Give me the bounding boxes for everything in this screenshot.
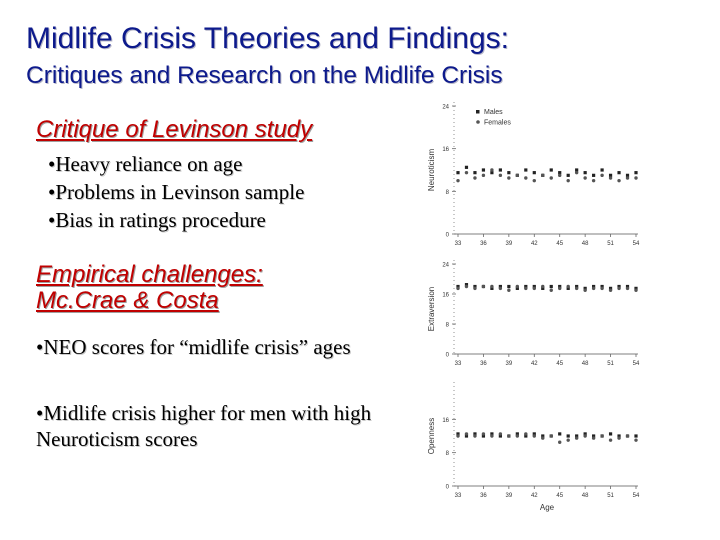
x-tick-label: 39 <box>505 241 513 247</box>
data-point-females <box>634 438 637 441</box>
x-tick-label: 42 <box>530 361 538 367</box>
levinson-critique-list <box>48 150 304 234</box>
data-point-females <box>634 289 637 292</box>
data-point-females <box>550 289 553 292</box>
x-tick-label: 42 <box>530 241 538 247</box>
x-tick-label: 54 <box>632 361 640 367</box>
slide-title: Midlife Crisis Theories and Findings: <box>26 22 509 55</box>
data-point-females <box>490 168 493 171</box>
data-point-males <box>584 171 587 174</box>
y-tick-label: 16 <box>442 147 449 154</box>
data-point-females <box>592 179 595 182</box>
data-point-females <box>507 289 510 292</box>
x-tick-label: 54 <box>632 493 640 499</box>
data-point-females <box>456 434 459 437</box>
data-point-males <box>592 174 595 177</box>
data-point-females <box>566 285 569 288</box>
y-tick-label: 0 <box>445 232 449 239</box>
x-tick-label: 48 <box>581 241 589 247</box>
data-point-females <box>533 179 536 182</box>
data-point-females <box>482 174 485 177</box>
data-point-females <box>626 434 629 437</box>
data-point-females <box>566 179 569 182</box>
data-point-females <box>490 285 493 288</box>
legend-label-females: Females <box>484 119 511 127</box>
data-point-females <box>609 176 612 179</box>
data-point-females <box>617 287 620 290</box>
data-point-females <box>583 434 586 437</box>
data-point-males <box>465 166 468 169</box>
data-point-females <box>600 174 603 177</box>
data-point-females <box>473 434 476 437</box>
data-point-females <box>600 287 603 290</box>
data-point-males <box>499 168 502 171</box>
data-point-females <box>609 289 612 292</box>
data-point-females <box>541 174 544 177</box>
data-point-females <box>456 287 459 290</box>
y-tick-label: 0 <box>445 352 449 359</box>
legend-label-males: Males <box>484 109 503 116</box>
data-point-males <box>482 168 485 171</box>
data-point-males <box>609 432 612 435</box>
x-tick-label: 48 <box>581 493 589 499</box>
data-point-females <box>482 285 485 288</box>
data-point-females <box>507 434 510 437</box>
data-point-males <box>567 174 570 177</box>
x-tick-label: 36 <box>480 361 487 367</box>
data-point-females <box>524 287 527 290</box>
data-point-males <box>550 168 553 171</box>
x-tick-label: 33 <box>454 361 462 367</box>
data-point-females <box>617 179 620 182</box>
y-tick-label: 16 <box>442 417 449 424</box>
data-point-females <box>583 289 586 292</box>
y-tick-label: 0 <box>445 484 449 491</box>
data-point-females <box>516 285 519 288</box>
data-point-males <box>507 285 510 288</box>
y-axis-label: Extraversion <box>427 286 436 332</box>
data-point-females <box>482 432 485 435</box>
heading-line: Mc.Crae & Costa <box>36 287 219 315</box>
data-point-females <box>558 441 561 444</box>
x-tick-label: 45 <box>556 493 564 499</box>
data-point-females <box>634 176 637 179</box>
bullet-glyph: • <box>36 401 44 425</box>
data-point-males <box>567 434 570 437</box>
data-point-females <box>499 287 502 290</box>
data-point-females <box>524 176 527 179</box>
bullet-glyph: • <box>48 208 56 232</box>
bullet-glyph: • <box>48 152 56 176</box>
data-point-females <box>592 287 595 290</box>
neo-scores-by-age-figure <box>418 96 648 516</box>
data-point-females <box>541 285 544 288</box>
list-item <box>48 206 304 234</box>
legend-marker-females <box>476 120 480 124</box>
data-point-females <box>558 287 561 290</box>
point-text: NEO scores for “midlife crisis” ages <box>43 335 351 359</box>
data-point-females <box>575 171 578 174</box>
data-point-females <box>575 287 578 290</box>
x-tick-label: 36 <box>480 241 487 247</box>
data-point-females <box>516 434 519 437</box>
data-point-males <box>634 434 637 437</box>
x-tick-label: 45 <box>556 361 564 367</box>
data-point-males <box>507 171 510 174</box>
x-tick-label: 39 <box>505 361 513 367</box>
data-point-females <box>533 434 536 437</box>
bullet-glyph: • <box>36 335 44 359</box>
x-tick-label: 33 <box>454 241 462 247</box>
data-point-females <box>626 176 629 179</box>
data-point-males <box>617 171 620 174</box>
heading-line: Empirical challenges: <box>36 261 263 288</box>
data-point-females <box>566 438 569 441</box>
data-point-females <box>473 287 476 290</box>
y-tick-label: 8 <box>445 189 449 196</box>
data-point-females <box>499 174 502 177</box>
list-item-text: Problems in Levinson sample <box>55 180 305 204</box>
slide-subtitle: Critiques and Research on the Midlife Crisis <box>26 62 503 89</box>
data-point-females <box>473 176 476 179</box>
y-tick-label: 24 <box>442 262 449 269</box>
y-axis-label: Openness <box>427 417 436 455</box>
data-point-females <box>592 436 595 439</box>
data-point-females <box>490 434 493 437</box>
x-tick-label: 45 <box>556 241 564 247</box>
x-tick-label: 51 <box>607 493 614 499</box>
legend-marker-males <box>476 110 480 114</box>
data-point-males <box>558 432 561 435</box>
x-tick-label: 51 <box>607 241 614 247</box>
data-point-males <box>473 171 476 174</box>
data-point-males <box>456 171 459 174</box>
data-point-males <box>533 171 536 174</box>
x-tick-label: 42 <box>530 493 538 499</box>
midlife-crisis-men-point <box>36 400 396 452</box>
data-point-females <box>465 171 468 174</box>
x-axis-label: Age <box>539 503 555 512</box>
data-point-males <box>634 171 637 174</box>
data-point-females <box>626 287 629 290</box>
data-point-females <box>600 434 603 437</box>
data-point-females <box>575 436 578 439</box>
x-tick-label: 39 <box>505 493 513 499</box>
list-item-text: Heavy reliance on age <box>55 152 243 176</box>
bullet-glyph: • <box>48 180 56 204</box>
data-point-females <box>499 432 502 435</box>
x-tick-label: 51 <box>607 361 614 367</box>
list-item <box>48 150 304 178</box>
data-point-females <box>465 285 468 288</box>
data-point-females <box>456 179 459 182</box>
data-point-females <box>465 432 468 435</box>
data-point-females <box>507 176 510 179</box>
data-point-females <box>533 287 536 290</box>
data-point-females <box>541 436 544 439</box>
section-heading-levinson-critique: Critique of Levinson study <box>36 116 313 143</box>
data-point-females <box>558 174 561 177</box>
list-item <box>48 178 304 206</box>
y-axis-label: Neuroticism <box>427 148 436 192</box>
data-point-males <box>600 168 603 171</box>
x-tick-label: 36 <box>480 493 487 499</box>
data-point-females <box>524 432 527 435</box>
y-tick-label: 8 <box>445 451 449 458</box>
y-tick-label: 16 <box>442 292 449 299</box>
data-point-females <box>516 174 519 177</box>
list-item-text: Bias in ratings procedure <box>55 208 266 232</box>
neo-scores-point <box>36 334 396 360</box>
data-point-females <box>609 438 612 441</box>
x-tick-label: 48 <box>581 361 589 367</box>
data-point-males <box>524 168 527 171</box>
data-point-females <box>550 176 553 179</box>
data-point-females <box>617 436 620 439</box>
section-heading-empirical-challenges <box>36 262 263 315</box>
data-point-females <box>583 176 586 179</box>
data-point-females <box>550 434 553 437</box>
y-tick-label: 24 <box>442 104 449 111</box>
y-tick-label: 8 <box>445 322 449 329</box>
data-point-males <box>550 285 553 288</box>
point-text: Midlife crisis higher for men with high Neuroticism scores <box>36 401 372 451</box>
x-tick-label: 33 <box>454 493 462 499</box>
x-tick-label: 54 <box>632 241 640 247</box>
